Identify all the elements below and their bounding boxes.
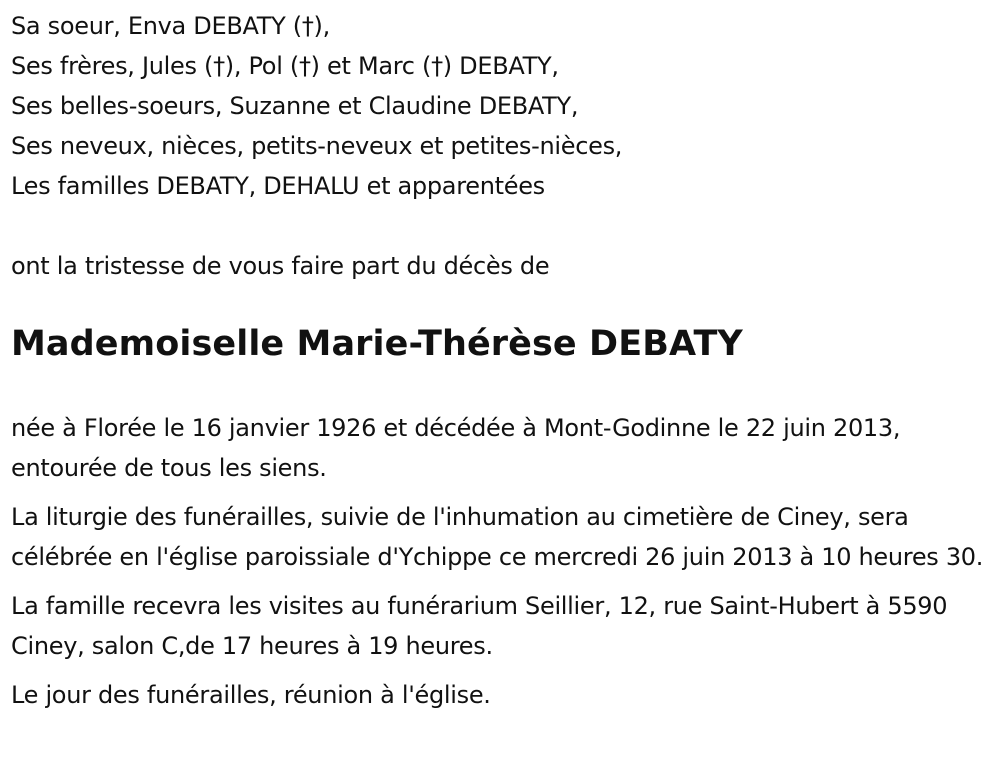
family-line-sister: Sa soeur, Enva DEBATY (†), bbox=[11, 12, 330, 40]
family-line-brothers: Ses frères, Jules (†), Pol (†) et Marc (†) DEBATY, bbox=[11, 52, 559, 80]
visitation-paragraph: La famille recevra les visites au funérarium Seillier, 12, rue Saint-Hubert à 5590 Ciney, salon C,de 17 heures à 19 heures. bbox=[11, 592, 948, 660]
birth-death-paragraph: née à Florée le 16 janvier 1926 et décédée à Mont-Godinne le 22 juin 2013, entourée de tous les siens. bbox=[11, 414, 901, 482]
family-line-sisters-in-law: Ses belles-soeurs, Suzanne et Claudine DEBATY, bbox=[11, 92, 579, 120]
funeral-day-paragraph: Le jour des funérailles, réunion à l'église. bbox=[11, 681, 491, 709]
family-list bbox=[11, 6, 996, 206]
spacer bbox=[11, 206, 996, 246]
announcement-intro: ont la tristesse de vous faire part du décès de bbox=[11, 252, 550, 280]
deceased-name: Mademoiselle Marie-Thérèse DEBATY bbox=[11, 324, 743, 364]
funeral-liturgy-paragraph: La liturgie des funérailles, suivie de l'inhumation au cimetière de Ciney, sera célébrée en l'église paroissiale d'Ychippe ce mercredi 26 juin 2013 à 10 heures 30. bbox=[11, 503, 984, 571]
family-line-families: Les familles DEBATY, DEHALU et apparentées bbox=[11, 172, 545, 200]
death-notice bbox=[11, 6, 996, 715]
family-line-nephews-nieces: Ses neveux, nièces, petits-neveux et petites-nièces, bbox=[11, 132, 623, 160]
